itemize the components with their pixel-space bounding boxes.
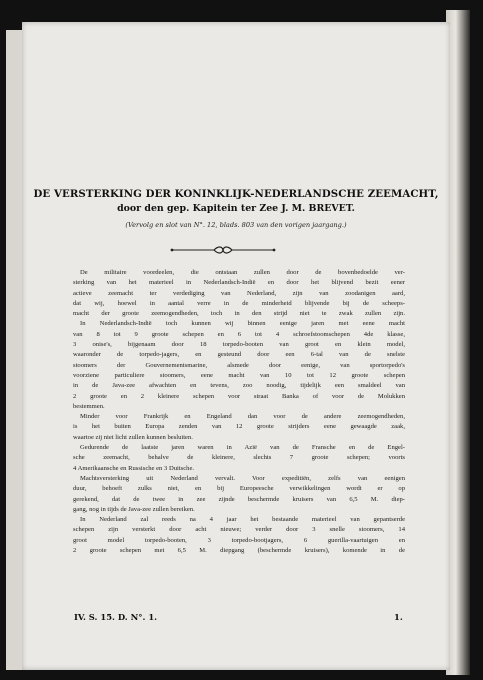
body-line: In Nederland zal reeds na 4 jaar het bestaande materieel van gepantserde bbox=[80, 516, 405, 524]
body-line: duur, behoeft zulks niet, en bij Europeesche verwikkelingen wordt er op bbox=[73, 485, 405, 493]
page-number: 1. bbox=[394, 612, 403, 622]
body-line: 2 groote en 2 kleinere schepen voor straat Banka of voor de Molukken bbox=[73, 392, 405, 400]
body-line: dat wij, hoewel in aantal verre in de minderheid blijvende bij de scheeps- bbox=[73, 299, 405, 307]
article-byline: door den gep. Kapitein ter Zee J. M. BREVET. bbox=[117, 203, 355, 214]
body-line: Gedurende de laatste jaren waren in Azië van de Fransche en de Engel- bbox=[80, 444, 405, 452]
body-line: 2 groote schepen met 6,5 M. diepgang (beschermde kruisers), komende in de bbox=[73, 547, 405, 555]
signature-mark: IV. S. 15. D. N°. 1. bbox=[74, 612, 158, 622]
ornament-divider bbox=[168, 245, 278, 255]
body-line: sterking van het materieel in Nederlandsch-Indië en door het blijvend bezit eener bbox=[73, 279, 405, 287]
body-line: waartoe zij niet licht zullen kunnen besluiten. bbox=[73, 433, 193, 441]
body-line: waaronder de torpedo-jagers, en gesteund door een 6-tal van de snelste bbox=[73, 351, 405, 359]
body-line: gang, nog in tijds de Java-zee zullen bereiken. bbox=[73, 505, 195, 513]
body-line: gerekend, dat de twee in zee zijnde beschermde kruisers van 6,5 M. diep- bbox=[73, 495, 405, 503]
body-line: 3 onise's, bijgenaam door 18 torpedo-booten van groot en klein model, bbox=[73, 341, 405, 349]
body-line: schepen zijn versterkt door acht nieuwe; verder door 3 snelle stoomers, 14 bbox=[73, 526, 405, 534]
body-line: voorziene particuliere stoomers, eene macht van 10 tot 12 groote schepen bbox=[73, 371, 405, 379]
body-line: groot model torpedo-booten, 3 torpedo-bootjagers, 6 guerilla-vaartuigen en bbox=[73, 536, 405, 544]
body-line: Machtsversterking uit Nederland vervalt. Voor expeditiën, zelfs van eenigen bbox=[80, 474, 405, 482]
body-line: bestemmen. bbox=[73, 402, 105, 410]
continuation-note: (Vervolg en slot van N°. 12, blads. 803 van den vorigen jaargang.) bbox=[125, 221, 347, 229]
body-line: actieve zeemacht ter verdediging van Nederland, zijn van zoodanigen aard, bbox=[73, 289, 405, 297]
body-line: sche zeemacht, behalve de kleinere, slechts 7 groote schepen; voorts bbox=[73, 454, 405, 462]
body-line: De militaire voordeelen, die ontstaan zullen door de bovenbedoelde ver- bbox=[80, 269, 405, 276]
article-body bbox=[73, 268, 405, 556]
body-line: is het buiten Europa zenden van 12 groote strijders eene gewaagde zaak, bbox=[73, 423, 405, 431]
body-line: in de Java-zee afwachten en tevens, zoo noodig, tijdelijk een smaldeel van bbox=[73, 382, 405, 390]
body-line: 4 Amerikaansche en Russische en 3 Duitsche. bbox=[73, 464, 195, 472]
body-line: macht der groote zeemogendheden, toch in den strijd niet te zwak zullen zijn. bbox=[73, 310, 405, 318]
body-line: van 8 tot 9 groote schepen en 6 tot 4 schroefstoomschepen 4de klasse, bbox=[73, 330, 405, 338]
document-page bbox=[22, 22, 450, 670]
body-line: In Nederlandsch-Indië toch kunnen wij binnen eenige jaren met eene macht bbox=[80, 320, 405, 328]
body-line: stoomers der Gouvernementsmarine, alsmede door eenige, van sportorpedo's bbox=[73, 361, 405, 369]
article-title: DE VERSTERKING DER KONINKLIJK-NEDERLANDSCHE ZEEMACHT, bbox=[33, 188, 439, 200]
body-line: Minder voor Frankrijk en Engeland dan voor de andere zeemogendheden, bbox=[80, 413, 405, 421]
